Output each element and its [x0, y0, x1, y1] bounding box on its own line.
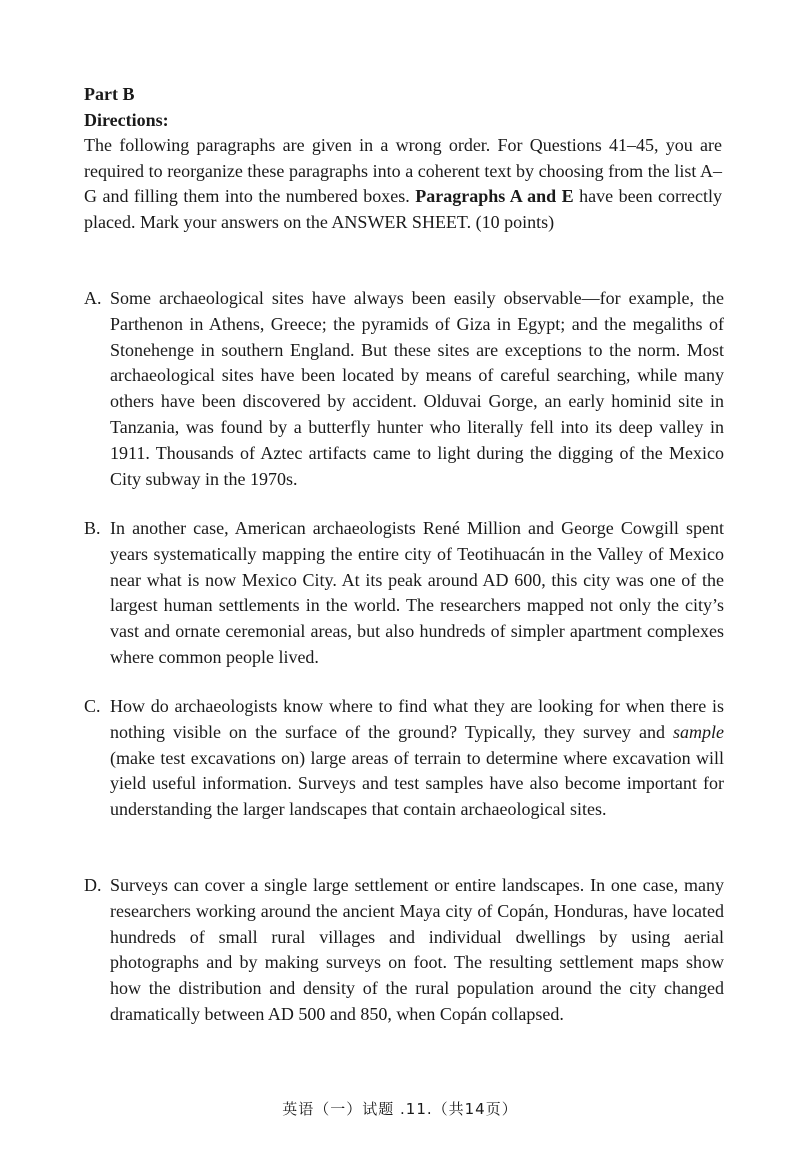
directions-text-part-1: The following paragraphs are given in a wrong order. For Questions 41–45, you are required to reorganize these paragraphs into a coherent text by choosing from the list A–G and filling them into the numbered boxes. [84, 135, 722, 207]
part-title: Part B [84, 84, 135, 104]
paragraph-text-part-1: How do archaeologists know where to find what they are looking for when there is nothing visible on the surface of the ground? Typically, they survey and [110, 696, 724, 742]
paragraph-letter: C. [84, 696, 101, 716]
paragraph-body: In another case, American archaeologists René Million and George Cowgill spent years systematically mapping the entire city of Teotihuacán in the Valley of Mexico near what is now Mexico City. At its peak around AD 600, this city was one of the largest human settlements in the world. The researchers mapped not only the city’s vast and ornate ceremonial areas, but also hundreds of simpler apartment complexes where common people lived. [110, 518, 724, 667]
paragraph-letter: B. [84, 518, 101, 538]
directions-heading: Directions: [84, 110, 169, 130]
paragraph-body: Surveys can cover a single large settlement or entire landscapes. In one case, many researchers working around the ancient Maya city of Copán, Honduras, have located hundreds of small rural villages and individual dwellings by using aerial photographs and by making surveys on foot. The resulting settlement maps show how the distribution and density of the rural population around the city changed dramatically between AD 500 and 850, when Copán collapsed. [110, 875, 724, 1024]
paragraph-c [84, 694, 724, 823]
paragraph-b [84, 516, 724, 671]
paragraph-d [84, 873, 724, 1028]
directions-text-part-2: have been correctly placed. Mark your answers on the ANSWER SHEET. (10 points) [84, 186, 723, 232]
directions-text [84, 133, 722, 235]
directions-bold-note: Paragraphs A and E [415, 186, 574, 207]
italic-term: sample [673, 721, 724, 742]
paragraph-text-part-2: (make test excavations on) large areas of terrain to determine where excavation will yield useful information. Surveys and test samples have also become important for understanding the larger landscapes that contain archaeological sites. [110, 747, 724, 820]
paragraph-a [84, 286, 724, 492]
paragraph-letter: A. [84, 288, 102, 308]
page-footer: 英语（一）试题 .11.（共14页） [282, 1100, 518, 1118]
paragraph-body [110, 694, 724, 823]
paragraph-letter: D. [84, 875, 102, 895]
paragraph-body: Some archaeological sites have always been easily observable—for example, the Parthenon in Athens, Greece; the pyramids of Giza in Egypt; and the megaliths of Stonehenge in southern England. But these sites are exceptions to the norm. Most archaeological sites have been located by means of careful searching, while many others have been discovered by accident. Olduvai Gorge, an early hominid site in Tanzania, was found by a butterfly hunter who literally fell into its deep valley in 1911. Thousands of Aztec artifacts came to light during the digging of the Mexico City subway in the 1970s. [110, 288, 724, 489]
